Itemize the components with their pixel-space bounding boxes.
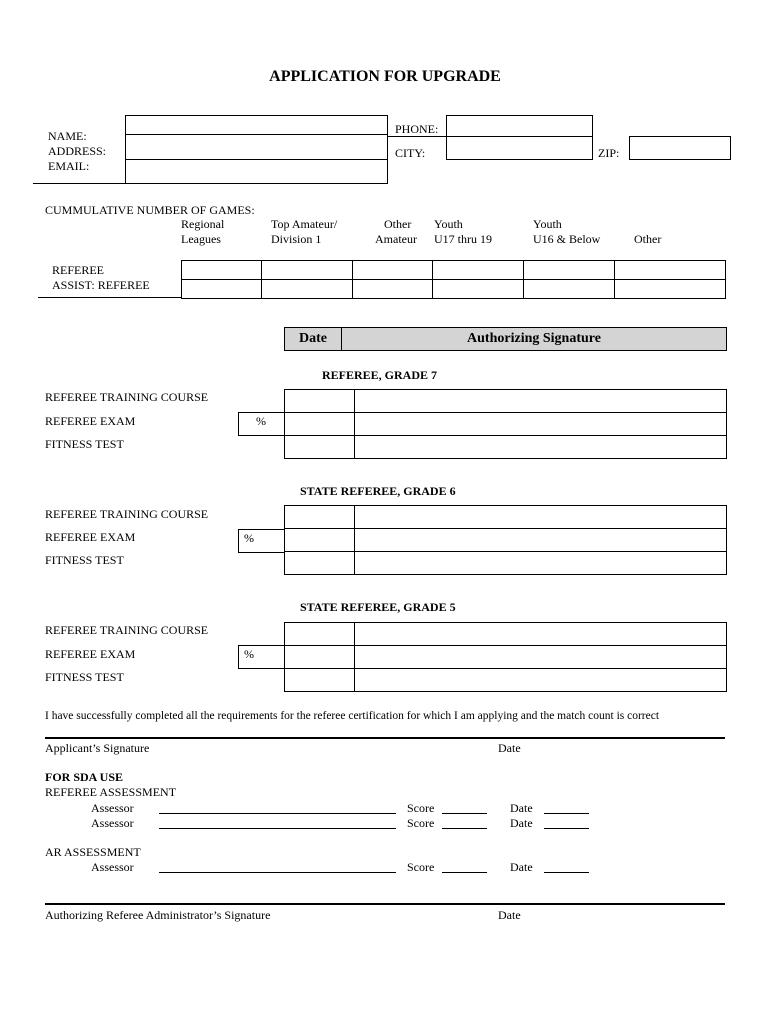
signature-cell[interactable] (355, 506, 727, 529)
exam-label: REFEREE EXAM (45, 647, 136, 661)
exam-label: REFEREE EXAM (45, 414, 136, 428)
section-title-grade-7: REFEREE, GRADE 7 (322, 368, 438, 382)
games-row-referee: REFEREE (52, 263, 105, 277)
applicant-signature-line[interactable] (45, 737, 725, 739)
percent-sign: % (256, 414, 266, 428)
games-cell[interactable] (433, 261, 524, 280)
signature-cell[interactable] (355, 390, 727, 413)
phone-field[interactable] (446, 115, 593, 137)
signature-cell[interactable] (355, 529, 727, 552)
date-header: Date (284, 327, 342, 351)
date-cell[interactable] (285, 646, 355, 669)
games-cell[interactable] (182, 280, 262, 299)
admin-signature-line[interactable] (45, 903, 725, 905)
date-cell[interactable] (285, 669, 355, 692)
games-col-1-line-2: Leagues (181, 232, 221, 246)
games-col-5-line-1: Youth (533, 217, 562, 231)
applicant-signature-label: Applicant’s Signature (45, 741, 150, 755)
applicant-date-label: Date (498, 741, 521, 755)
date-label: Date (510, 860, 533, 874)
email-field[interactable] (125, 159, 388, 184)
games-cell[interactable] (353, 261, 433, 280)
contact-divider (33, 183, 125, 184)
form-title: APPLICATION FOR UPGRADE (269, 68, 501, 85)
phone-label: PHONE: (395, 122, 439, 136)
date-cell[interactable] (285, 529, 355, 552)
address-field[interactable] (125, 134, 388, 160)
score-line[interactable] (442, 813, 487, 814)
ar-assessment-label: AR ASSESSMENT (45, 845, 141, 859)
training-course-label: REFEREE TRAINING COURSE (45, 390, 209, 404)
certification-statement: I have successfully completed all the requirements for the referee certification for which I am applying and the match count is correct (45, 710, 660, 722)
games-row-assist-referee: ASSIST: REFEREE (52, 278, 150, 292)
training-course-label: REFEREE TRAINING COURSE (45, 623, 209, 637)
signature-cell[interactable] (355, 646, 727, 669)
date-cell[interactable] (285, 552, 355, 575)
assessor-name-line[interactable] (159, 872, 396, 873)
signature-cell[interactable] (355, 623, 727, 646)
games-cell[interactable] (524, 261, 615, 280)
fitness-test-label: FITNESS TEST (45, 437, 124, 451)
games-col-2-line-1: Top Amateur/ (271, 217, 338, 231)
date-cell[interactable] (285, 506, 355, 529)
score-label: Score (407, 801, 435, 815)
name-field[interactable] (125, 115, 388, 135)
date-cell[interactable] (285, 413, 355, 436)
referee-assessment-label: REFEREE ASSESSMENT (45, 785, 177, 799)
games-cell[interactable] (262, 280, 353, 299)
games-cell[interactable] (524, 280, 615, 299)
assessor-label: Assessor (91, 816, 134, 830)
games-col-6-line-2: Other (634, 232, 662, 246)
address-label: ADDRESS: (48, 144, 107, 158)
games-count-grid (181, 260, 726, 299)
section-title-grade-5: STATE REFEREE, GRADE 5 (300, 600, 456, 614)
grade-6-signature-grid (284, 505, 727, 575)
date-cell[interactable] (285, 390, 355, 413)
grade-7-signature-grid (284, 389, 727, 459)
assessor-name-line[interactable] (159, 813, 396, 814)
fitness-test-label: FITNESS TEST (45, 670, 124, 684)
games-cell[interactable] (353, 280, 433, 299)
exam-label: REFEREE EXAM (45, 530, 136, 544)
date-cell[interactable] (285, 623, 355, 646)
games-col-5-line-2: U16 & Below (533, 232, 601, 246)
email-label: EMAIL: (48, 159, 90, 173)
authorizing-signature-header: Authorizing Signature (341, 327, 727, 351)
fitness-test-label: FITNESS TEST (45, 553, 124, 567)
assessor-label: Assessor (91, 801, 134, 815)
section-title-grade-6: STATE REFEREE, GRADE 6 (300, 484, 456, 498)
signature-cell[interactable] (355, 669, 727, 692)
phone-row-line (388, 136, 446, 137)
name-label: NAME: (48, 129, 87, 143)
games-col-1-line-1: Regional (181, 217, 225, 231)
date-line[interactable] (544, 813, 589, 814)
games-cell[interactable] (615, 280, 726, 299)
signature-cell[interactable] (355, 436, 727, 459)
games-col-4-line-1: Youth (434, 217, 463, 231)
zip-field[interactable] (629, 136, 731, 160)
signature-cell[interactable] (355, 552, 727, 575)
admin-date-label: Date (498, 908, 521, 922)
city-label: CITY: (395, 146, 426, 160)
assessor-name-line[interactable] (159, 828, 396, 829)
grade-5-signature-grid (284, 622, 727, 692)
score-line[interactable] (442, 872, 487, 873)
games-col-3-line-2: Amateur (375, 232, 417, 246)
signature-cell[interactable] (355, 413, 727, 436)
date-line[interactable] (544, 872, 589, 873)
city-field[interactable] (446, 136, 593, 160)
percent-sign: % (244, 531, 254, 545)
games-col-2-line-2: Division 1 (271, 232, 322, 246)
assessor-label: Assessor (91, 860, 134, 874)
sda-use-title: FOR SDA USE (45, 770, 124, 784)
games-col-3-line-1: Other (384, 217, 412, 231)
zip-label: ZIP: (598, 146, 620, 160)
games-col-4-line-2: U17 thru 19 (434, 232, 492, 246)
games-cell[interactable] (182, 261, 262, 280)
games-title: CUMMULATIVE NUMBER OF GAMES: (45, 203, 255, 217)
date-label: Date (510, 816, 533, 830)
admin-signature-label: Authorizing Referee Administrator’s Signature (45, 908, 271, 922)
games-cell[interactable] (433, 280, 524, 299)
games-divider (38, 297, 181, 298)
score-label: Score (407, 816, 435, 830)
percent-sign: % (244, 647, 254, 661)
games-cell[interactable] (262, 261, 353, 280)
score-label: Score (407, 860, 435, 874)
games-cell[interactable] (615, 261, 726, 280)
date-line[interactable] (544, 828, 589, 829)
training-course-label: REFEREE TRAINING COURSE (45, 507, 209, 521)
date-cell[interactable] (285, 436, 355, 459)
score-line[interactable] (442, 828, 487, 829)
date-label: Date (510, 801, 533, 815)
